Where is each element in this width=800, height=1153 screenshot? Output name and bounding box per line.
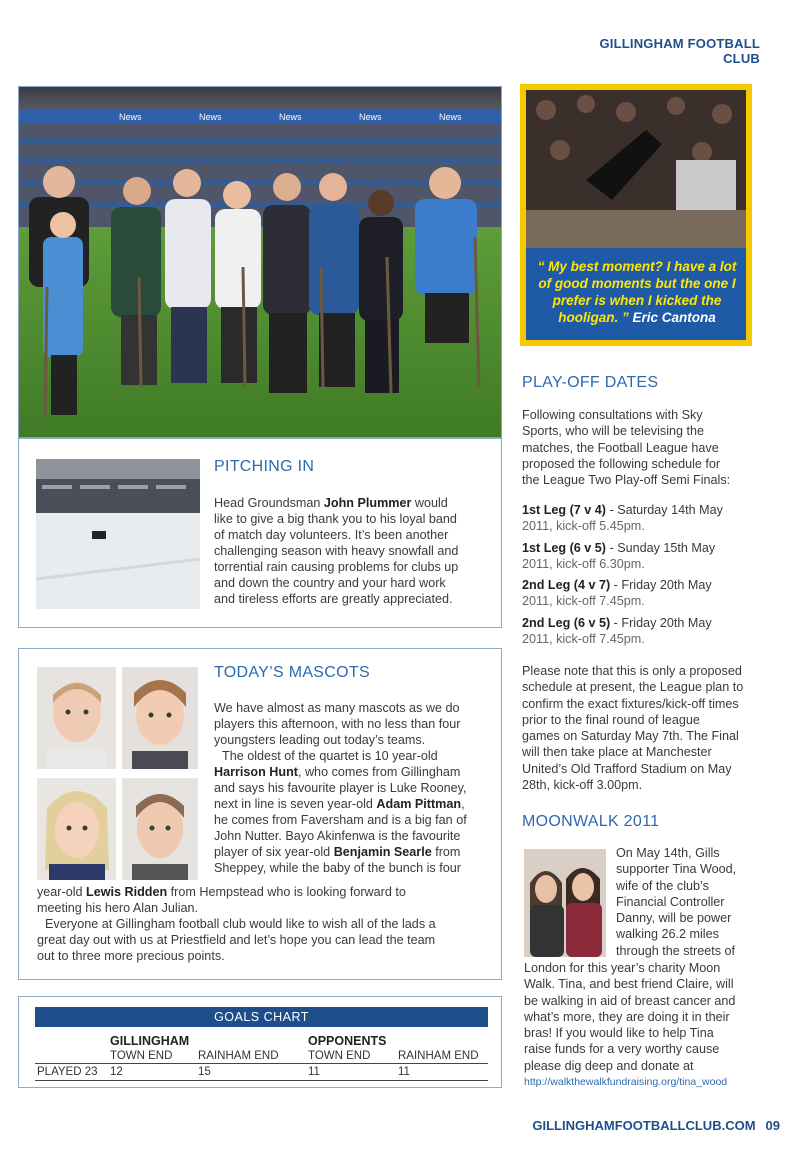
mascot-photo-3 [37,778,116,880]
goals-row-label: PLAYED 23 [37,1066,98,1078]
moonwalk-line: please dig deep and donate at [524,1058,694,1073]
fixture-item: 2nd Leg (4 v 7) - Friday 20th May 2011, kick-off 7.45pm. [522,577,762,610]
goals-col-away-town-end: TOWN END [308,1050,371,1062]
fixture-item: 2nd Leg (6 v 5) - Friday 20th May 2011, kick-off 7.45pm. [522,615,762,648]
playoff-fixtures [522,502,762,647]
fixture-time: 2011, kick-off 5.45pm. [522,519,645,534]
fixture-leg: 2nd Leg (4 v 7) [522,578,611,593]
fixture-time: 2011, kick-off 6.30pm. [522,556,645,571]
quote-text: “ My best moment? I have a lot of good moments but the one I prefer is when I kicked the hooligan. ” [537,259,737,325]
moonwalk-line: through the streets of [616,943,736,958]
moonwalk-line: raise funds for a very worthy cause [524,1042,720,1057]
moonwalk-body-side [616,845,766,959]
quote-inner-panel [526,90,746,340]
goals-value-home-rainham-end: 15 [198,1066,211,1078]
mascots-line: player of six year-old Benjamin Searle from [214,845,461,859]
playoff-note-line: schedule at present, the League plan to [522,680,744,695]
cantona-quote [532,258,742,326]
pitching-in-line: torrential rain causing problems for clubs up [214,560,459,574]
fixture-leg: 2nd Leg (6 v 5) [522,615,611,630]
fixture-leg: 1st Leg (6 v 5) [522,540,606,555]
mascots-line: Everyone at Gillingham football club would like to wish all of the lads a [45,917,436,931]
pitching-in-line: challenging season with heavy snowfall and [214,544,459,558]
groundsman-name: John Plummer [323,496,412,510]
fixture-item: 1st Leg (7 v 4) - Saturday 14th May 2011, kick-off 5.45pm. [522,502,762,535]
mascots-body-top [214,700,494,876]
playoff-note-line: Please note that this is only a proposed [522,664,742,678]
snowy-stadium-illustration [36,459,200,609]
mascots-line: great day out with us at Priestfield and let’s hope you can lead the team [37,933,436,947]
cantona-quote-box [520,84,752,346]
mascot-name-1: Harrison Hunt [214,765,298,779]
footer-website[interactable]: GILLINGHAMFOOTBALLCLUB.COM [532,1118,756,1133]
fixture-time: 2011, kick-off 7.45pm. [522,594,645,609]
stand-banner-4: News [359,112,382,122]
mascots-line: Harrison Hunt, who comes from Gillingham [214,765,461,779]
stand-banner-2: News [199,112,222,122]
moonwalk-line: Walk. Tina, and best friend Claire, will [524,977,734,992]
stand-banner-1: News [119,112,142,122]
moonwalk-photo [524,849,606,957]
mascot-name-4: Lewis Ridden [86,885,168,899]
playoff-intro-line: the League Two Play-off Semi Finals: [522,473,731,488]
moonwalk-line: Financial Controller [616,894,725,909]
moonwalk-line: Danny, will be power [616,911,732,926]
mascots-line: year-old Lewis Ridden from Hempstead who is looking forward to [37,885,406,899]
mascots-line: meeting his hero Alan Julian. [37,901,199,915]
moonwalk-title: MOONWALK 2011 [522,813,660,830]
pitching-in-body [214,495,494,607]
playoff-note-line: 28th, kick-off 3.00pm. [522,778,643,793]
mascots-line: players this afternoon, with no less than four [214,717,461,731]
pitching-in-line: and down the country and your hard work [214,576,446,590]
moonwalk-line: bras! If you would like to help Tina [524,1026,714,1041]
pitching-in-line: of match day volunteers. It’s been another [214,528,449,542]
goals-divider-bottom [35,1080,488,1081]
mascots-line: out to three more precious points. [37,949,225,963]
pitching-in-title: PITCHING IN [214,458,315,475]
mascots-line: youngsters leading out today’s teams. [214,733,426,747]
playoff-note-line: confirm the exact fixtures/kick-off times [522,696,739,711]
stand-banner-3: News [279,112,302,122]
mascots-line: John Nutter. Bayo Akinfenwa is the favourite [214,829,461,843]
playoff-note-line: will then take place at Manchester [522,745,712,760]
goals-col-home-rainham-end: RAINHAM END [198,1050,279,1062]
donation-link[interactable]: http://walkthewalkfundraising.org/tina_wood [524,1076,728,1089]
mascot-photo-1 [37,667,116,769]
mascots-line: The oldest of the quartet is 10 year-old [222,749,438,763]
mascots-body-bottom [37,884,497,964]
goals-team-home: GILLINGHAM [110,1034,190,1048]
fixture-time: 2011, kick-off 7.45pm. [522,632,645,647]
moonwalk-line: wife of the club’s [616,878,709,893]
moonwalk-line: On May 14th, Gills [616,846,720,860]
goals-team-away: OPPONENTS [308,1034,387,1048]
playoff-note-line: games on Saturday May 7th. The Final [522,729,739,744]
goals-col-away-rainham-end: RAINHAM END [398,1050,479,1062]
goals-divider [35,1063,488,1064]
pitching-in-line: like to give a big thank you to his loyal band [214,512,457,526]
goals-col-home-town-end: TOWN END [110,1050,173,1062]
playoff-note [522,663,762,793]
stand-banner-5: News [439,112,462,122]
playoff-intro-line: proposed the following schedule for [522,456,721,471]
playoff-intro [522,407,762,488]
volunteers-team-photo [18,86,502,438]
moonwalk-line: supporter Tina Wood, [616,862,737,877]
goals-value-away-town-end: 11 [308,1066,320,1078]
goals-chart-title: GOALS CHART [35,1007,488,1027]
moonwalk-line: be walking in aid of breast cancer and [524,993,736,1008]
mascots-line: We have almost as many mascots as we do [214,701,460,715]
mascot-photo-2 [122,667,198,769]
goals-value-home-town-end: 12 [110,1066,123,1078]
mascots-line: Sheppey, while the baby of the bunch is four [214,861,461,875]
fixture-item: 1st Leg (6 v 5) - Sunday 15th May 2011, kick-off 6.30pm. [522,540,762,573]
pitching-in-line: and tireless efforts are greatly appreciated. [214,592,453,606]
page-header-club-name: GILLINGHAM FOOTBALL CLUB [599,36,760,66]
moonwalk-body-full [524,960,774,1090]
mascots-line: next in line is seven year-old Adam Pittman, [214,797,465,811]
page-number: 09 [765,1118,780,1133]
team-photo-illustration [19,87,502,438]
goals-value-away-rainham-end: 11 [398,1066,410,1078]
moonwalk-line: walking 26.2 miles [616,927,719,942]
playoff-intro-line: Following consultations with Sky [522,408,703,422]
playoff-intro-line: matches, the Football League have [522,440,719,455]
mascots-title: TODAY’S MASCOTS [214,664,370,681]
mascot-name-3: Benjamin Searle [333,845,432,859]
snowy-stadium-photo [36,459,200,609]
cantona-kick-photo [526,90,746,248]
pitching-in-line-1: Head Groundsman John Plummer would [214,496,448,510]
mascots-line: he comes from Faversham and is a big fan of [214,813,467,827]
playoff-title: PLAY-OFF DATES [522,374,659,391]
playoff-note-line: United’s Old Trafford Stadium on May [522,761,732,776]
fixture-leg: 1st Leg (7 v 4) [522,503,606,517]
playoff-note-line: prior to the final round of league [522,712,700,727]
mascots-line: and says his favourite player is Luke Rooney, [214,781,467,795]
mascot-photo-4 [122,778,198,880]
quote-author: Eric Cantona [632,310,716,325]
mascot-name-2: Adam Pittman [376,797,462,811]
moonwalk-line: London for this year’s charity Moon [524,961,721,975]
page-footer [480,1118,780,1133]
playoff-intro-line: Sports, who will be televising the [522,424,705,439]
moonwalk-line: what’s more, they are doing it in their [524,1009,730,1024]
